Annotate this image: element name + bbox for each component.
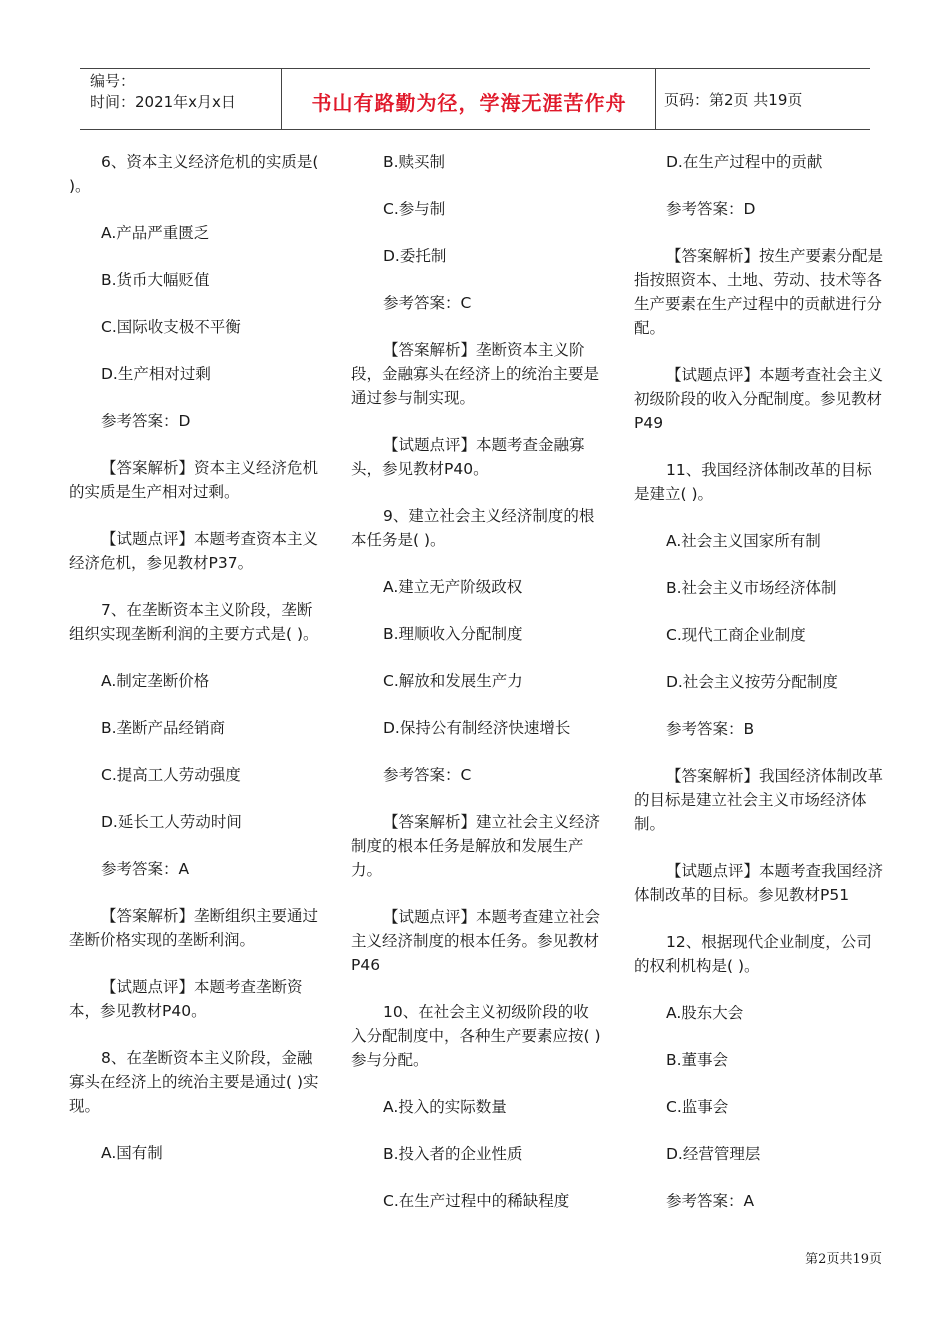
paragraph: B.投入者的企业性质 (383, 1145, 523, 1163)
paragraph: 参考答案：C (383, 294, 472, 312)
paragraph: 参考答案：A (101, 860, 190, 878)
paragraph: 9、建立社会主义经济制度的根本任务是( )。 (351, 507, 595, 549)
paragraph: B.垄断产品经销商 (101, 719, 226, 737)
paragraph: 【试题点评】本题考查社会主义初级阶段的收入分配制度。参见教材P49 (634, 366, 884, 432)
paragraph: D.保持公有制经济快速增长 (383, 719, 571, 737)
paragraph: B.理顺收入分配制度 (383, 625, 523, 643)
paragraph: B.货币大幅贬值 (101, 271, 210, 289)
paragraph: A.建立无产阶级政权 (383, 578, 523, 596)
paragraph: A.投入的实际数量 (383, 1098, 507, 1116)
paragraph: 参考答案：D (666, 200, 756, 218)
paragraph: A.股东大会 (666, 1004, 744, 1022)
paragraph: 参考答案：C (383, 766, 472, 784)
paragraph: D.经营管理层 (666, 1145, 761, 1163)
paragraph: 【答案解析】垄断组织主要通过垄断价格实现的垄断利润。 (69, 907, 319, 949)
paragraph: 【答案解析】按生产要素分配是指按照资本、土地、劳动、技术等各生产要素在生产过程中的贡献进行分配。 (634, 247, 884, 337)
paragraph: D.在生产过程中的贡献 (666, 153, 823, 171)
paragraph: A.产品严重匮乏 (101, 224, 210, 242)
paragraph: D.委托制 (383, 247, 447, 265)
paragraph: 11、我国经济体制改革的目标是建立( )。 (634, 461, 872, 503)
paragraph: C.在生产过程中的稀缺程度 (383, 1192, 570, 1210)
paragraph: D.社会主义按劳分配制度 (666, 673, 838, 691)
paragraph: D.延长工人劳动时间 (101, 813, 242, 831)
paragraph: 【试题点评】本题考查我国经济体制改革的目标。参见教材P51 (634, 862, 884, 904)
paragraph: C.现代工商企业制度 (666, 626, 806, 644)
header-date: 时间：2021年x月x日 (90, 93, 236, 111)
paragraph: 参考答案：B (666, 720, 755, 738)
header-divider (655, 69, 656, 129)
paragraph: C.监事会 (666, 1098, 729, 1116)
paragraph: 【答案解析】资本主义经济危机的实质是生产相对过剩。 (69, 459, 319, 501)
paragraph: B.董事会 (666, 1051, 729, 1069)
paragraph: A.制定垄断价格 (101, 672, 210, 690)
paragraph: 7、在垄断资本主义阶段，垄断组织实现垄断利润的主要方式是( )。 (69, 601, 319, 643)
paragraph: 【答案解析】建立社会主义经济制度的根本任务是解放和发展生产力。 (351, 813, 601, 879)
paragraph: 12、根据现代企业制度，公司的权利机构是( )。 (634, 933, 872, 975)
header-motto: 书山有路勤为径，学海无涯苦作舟 (311, 91, 627, 115)
paragraph: 【答案解析】我国经济体制改革的目标是建立社会主义市场经济体制。 (634, 767, 884, 833)
paragraph: 参考答案：A (666, 1192, 755, 1210)
paragraph: 10、在社会主义初级阶段的收入分配制度中，各种生产要素应按( )参与分配。 (351, 1003, 601, 1069)
paragraph: 参考答案：D (101, 412, 191, 430)
paragraph: D.生产相对过剩 (101, 365, 211, 383)
paragraph: 【试题点评】本题考查垄断资本，参见教材P40。 (69, 978, 303, 1020)
paragraph: A.国有制 (101, 1144, 163, 1162)
paragraph: 【试题点评】本题考查资本主义经济危机，参见教材P37。 (69, 530, 319, 572)
header-number: 编号： (90, 72, 136, 90)
header-meta (90, 71, 236, 113)
paragraph: 【试题点评】本题考查金融寡头，参见教材P40。 (351, 436, 585, 478)
paragraph: C.解放和发展生产力 (383, 672, 523, 690)
text-column-1 (69, 150, 321, 1188)
paragraph: C.国际收支极不平衡 (101, 318, 241, 336)
paragraph: 8、在垄断资本主义阶段，金融寡头在经济上的统治主要是通过( )实现。 (69, 1049, 319, 1115)
paragraph: A.社会主义国家所有制 (666, 532, 821, 550)
page-footer: 第2页共19页 (805, 1252, 882, 1267)
text-column-3 (634, 150, 886, 1236)
text-column-2 (351, 150, 603, 1236)
page-header (80, 68, 870, 130)
header-page-info: 页码：第2页 共19页 (664, 91, 803, 109)
paragraph: B.赎买制 (383, 153, 446, 171)
paragraph: C.提高工人劳动强度 (101, 766, 241, 784)
paragraph: 【答案解析】垄断资本主义阶段，金融寡头在经济上的统治主要是通过参与制实现。 (351, 341, 600, 407)
paragraph: C.参与制 (383, 200, 446, 218)
paragraph: B.社会主义市场经济体制 (666, 579, 837, 597)
paragraph: 6、资本主义经济危机的实质是( )。 (69, 153, 319, 195)
paragraph: 【试题点评】本题考查建立社会主义经济制度的根本任务。参见教材P46 (351, 908, 601, 974)
